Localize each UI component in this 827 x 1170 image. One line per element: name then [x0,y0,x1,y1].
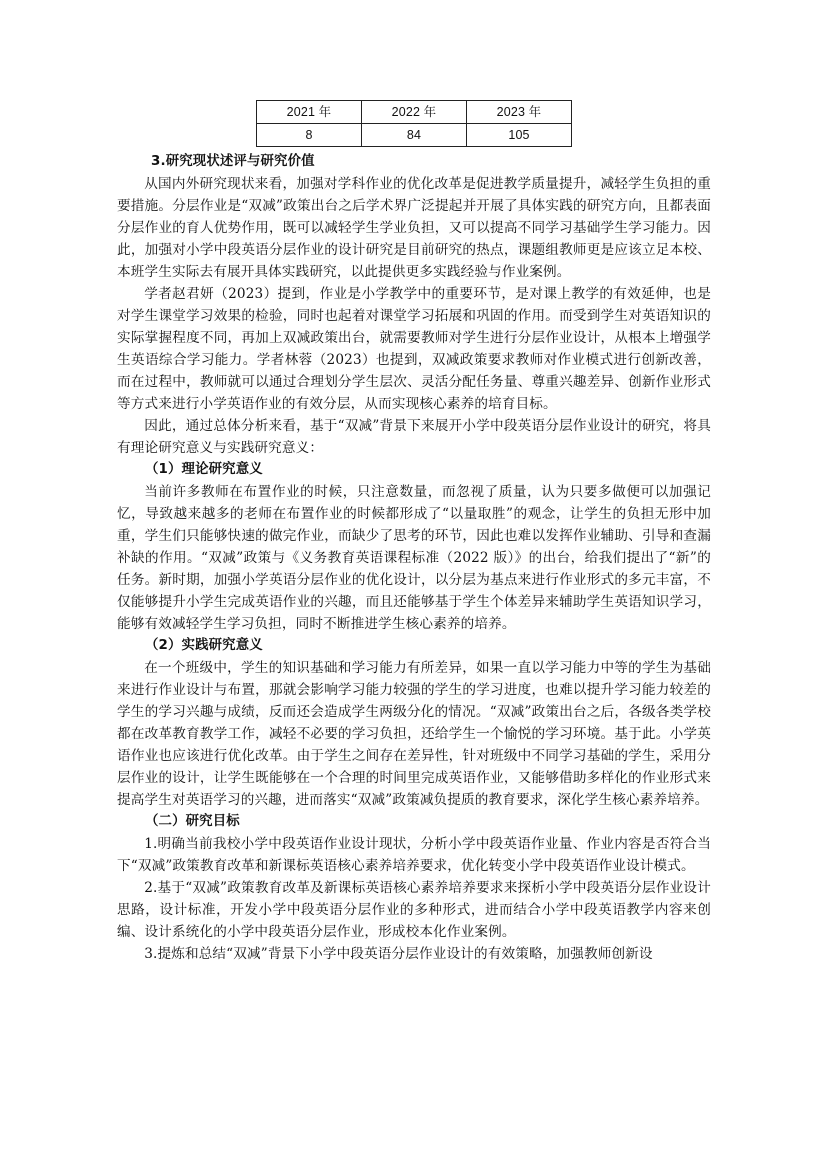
paragraph: 学者赵君妍（2023）提到，作业是小学教学中的重要环节，是对课上教学的有效延伸，也是对学生课堂学习效果的检验，同时也起着对课堂学习拓展和巩固的作用。而受到学生对英语知识的实际掌握程度不同，再加上双减政策出台，就需要教师对学生进行分层作业设计，从根本上增强学生英语综合学习能力。学者林蓉（2023）也提到，双减政策要求教师对作业模式进行创新改善，而在过程中，教师就可以通过合理划分学生层次、灵活分配任务量、尊重兴趣差异、创新作业形式等方式来进行小学英语作业的有效分层，从而实现核心素养的培育目标。 [117,286,711,412]
section-heading: （二）研究目标 [145,814,240,829]
year-count-table [256,100,572,147]
table-cell: 2023 年 [467,101,572,124]
table-header-row [257,101,572,124]
table-cell: 105 [467,124,572,147]
table-cell: 2022 年 [362,101,467,124]
section-heading: 3.研究现状述评与研究价值 [151,154,315,169]
table-row [257,124,572,147]
table-cell: 2021 年 [257,101,362,124]
list-item: 3.提炼和总结“双减”背景下小学中段英语分层作业设计的有效策略，加强教师创新设 [144,946,653,962]
paragraph: 因此，通过总体分析来看，基于“双减”背景下来展开小学中段英语分层作业设计的研究，将具有理论研究意义与实践研究意义： [117,418,711,456]
table-cell: 84 [362,124,467,147]
page-content [117,100,711,965]
paragraph: 当前许多教师在布置作业的时候，只注意数量，而忽视了质量，认为只要多做便可以加强记忆，导致越来越多的老师在布置作业的时候都形成了“以量取胜”的观念，让学生的负担无形中加重，学生们只能够快速的做完作业，而缺少了思考的环节，因此也难以发挥作业辅助、引导和查漏补缺的作用。“双减”政策与《义务教育英语课程标准（2022 版）》的出台，给我们提出了“新”的任务。新时期，加强小学英语分层作业的优化设计，以分层为基点来进行作业形式的多元丰富，不仅能够提升小学生完成英语作业的兴趣，而且还能够基于学生个体差异来辅助学生英语知识学习，能够有效减轻学生学习负担，同时不断推进学生核心素养的培养。 [117,484,711,632]
paragraph: 在一个班级中，学生的知识基础和学习能力有所差异，如果一直以学习能力中等的学生为基础来进行作业设计与布置，那就会影响学习能力较强的学生的学习进度，也难以提升学习能力较差的学生的学习兴趣与成绩，反而还会造成学生两级分化的情况。“双减”政策出台之后，各级各类学校都在改革教育教学工作，减轻不必要的学习负担，还给学生一个愉悦的学习环境。基于此。小学英语作业也应该进行优化改革。由于学生之间存在差异性，针对班级中不同学习基础的学生，采用分层作业的设计，让学生既能够在一个合理的时间里完成英语作业，又能够借助多样化的作业形式来提高学生对英语学习的兴趣，进而落实“双减”政策减负提质的教育要求，深化学生核心素养培养。 [117,660,711,808]
subsection-heading: （2）实践研究意义 [145,638,263,653]
paragraph: 从国内外研究现状来看，加强对学科作业的优化改革是促进教学质量提升，减轻学生负担的重要措施。分层作业是“双减”政策出台之后学术界广泛提起并开展了具体实践的研究方向，且都表面分层作业的育人优势作用，既可以减轻学生学业负担，又可以提高不同学习基础学生学习能力。因此，加强对小学中段英语分层作业的设计研究是目前研究的热点，课题组教师更是应该立足本校、本班学生实际去有展开具体实践研究，以此提供更多实践经验与作业案例。 [117,176,711,280]
table-cell: 8 [257,124,362,147]
subsection-heading: （1）理论研究意义 [145,462,263,477]
list-item: 2.基于“双减”政策教育改革及新课标英语核心素养培养要求来探析小学中段英语分层作业设计思路，设计标准，开发小学中段英语分层作业的多种形式，进而结合小学中段英语教学内容来创编、设计系统化的小学中段英语分层作业，形成校本化作业案例。 [117,880,711,940]
list-item: 1.明确当前我校小学中段英语作业设计现状，分析小学中段英语作业量、作业内容是否符合当下“双减”政策教育改革和新课标英语核心素养培养要求，优化转变小学中段英语作业设计模式。 [117,836,711,874]
